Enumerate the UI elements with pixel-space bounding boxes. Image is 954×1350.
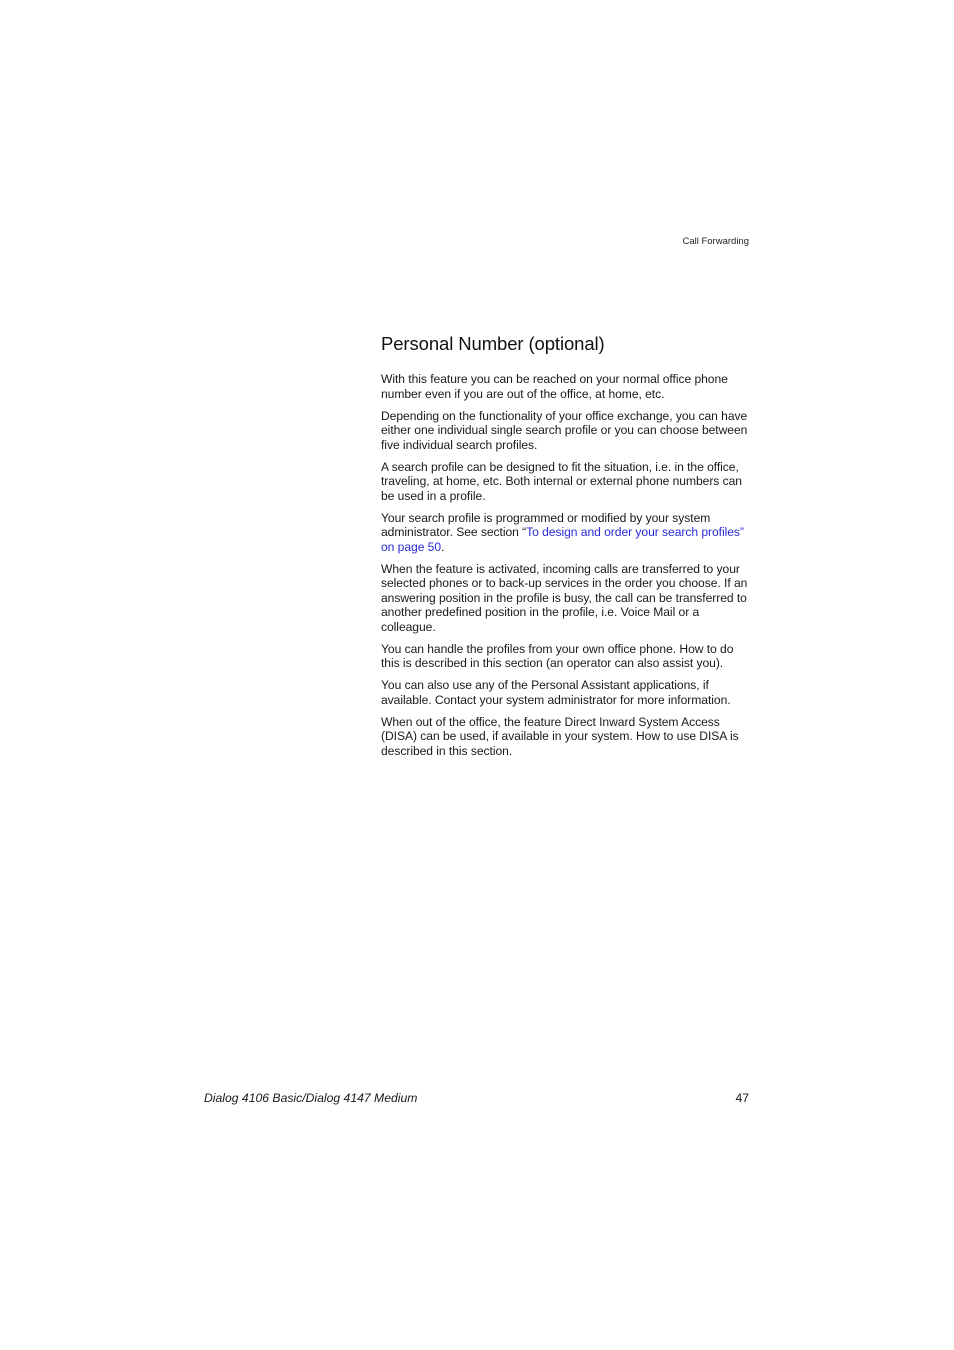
- paragraph-intro: With this feature you can be reached on your normal office phone number even if you are out of the office, at home, etc.: [381, 372, 728, 401]
- section-title: Personal Number (optional): [381, 333, 605, 354]
- main-content: [381, 332, 753, 766]
- paragraph-cross-reference: [381, 511, 753, 555]
- paragraph-personal-assistant: You can also use any of the Personal Assistant applications, if available. Contact your system administrator for more information.: [381, 678, 731, 707]
- cross-reference-text-after: .: [441, 539, 445, 554]
- running-header: Call Forwarding: [682, 236, 749, 247]
- paragraph-disa: When out of the office, the feature Direct Inward System Access (DISA) can be used, if available in your system. How to use DISA is described in this section.: [381, 714, 739, 758]
- footer-page-number: 47: [735, 1091, 749, 1105]
- paragraph-handling: You can handle the profiles from your own office phone. How to do this is described in this section (an operator can also assist you).: [381, 641, 734, 670]
- paragraph-profiles-count: Depending on the functionality of your office exchange, you can have either one individual single search profile or you can choose between five individual search profiles.: [381, 408, 748, 452]
- paragraph-profile-design: A search profile can be designed to fit the situation, i.e. in the office, traveling, at home, etc. Both internal or external phone numbers can be used in a profile.: [381, 459, 742, 503]
- cross-reference-text-before: Your search profile is programmed or modified by your system administrator. See section “: [381, 510, 711, 539]
- paragraph-activation: When the feature is activated, incoming calls are transferred to your selected phones or to back-up services in the order you choose. If an answering position in the profile is busy, the call can be transferred to another predefined position in the profile, i.e. Voice Mail or a colleague.: [381, 561, 748, 634]
- footer-document-title: Dialog 4106 Basic/Dialog 4147 Medium: [204, 1091, 418, 1105]
- cross-reference-link[interactable]: To design and order your search profiles” on page 50: [381, 525, 744, 554]
